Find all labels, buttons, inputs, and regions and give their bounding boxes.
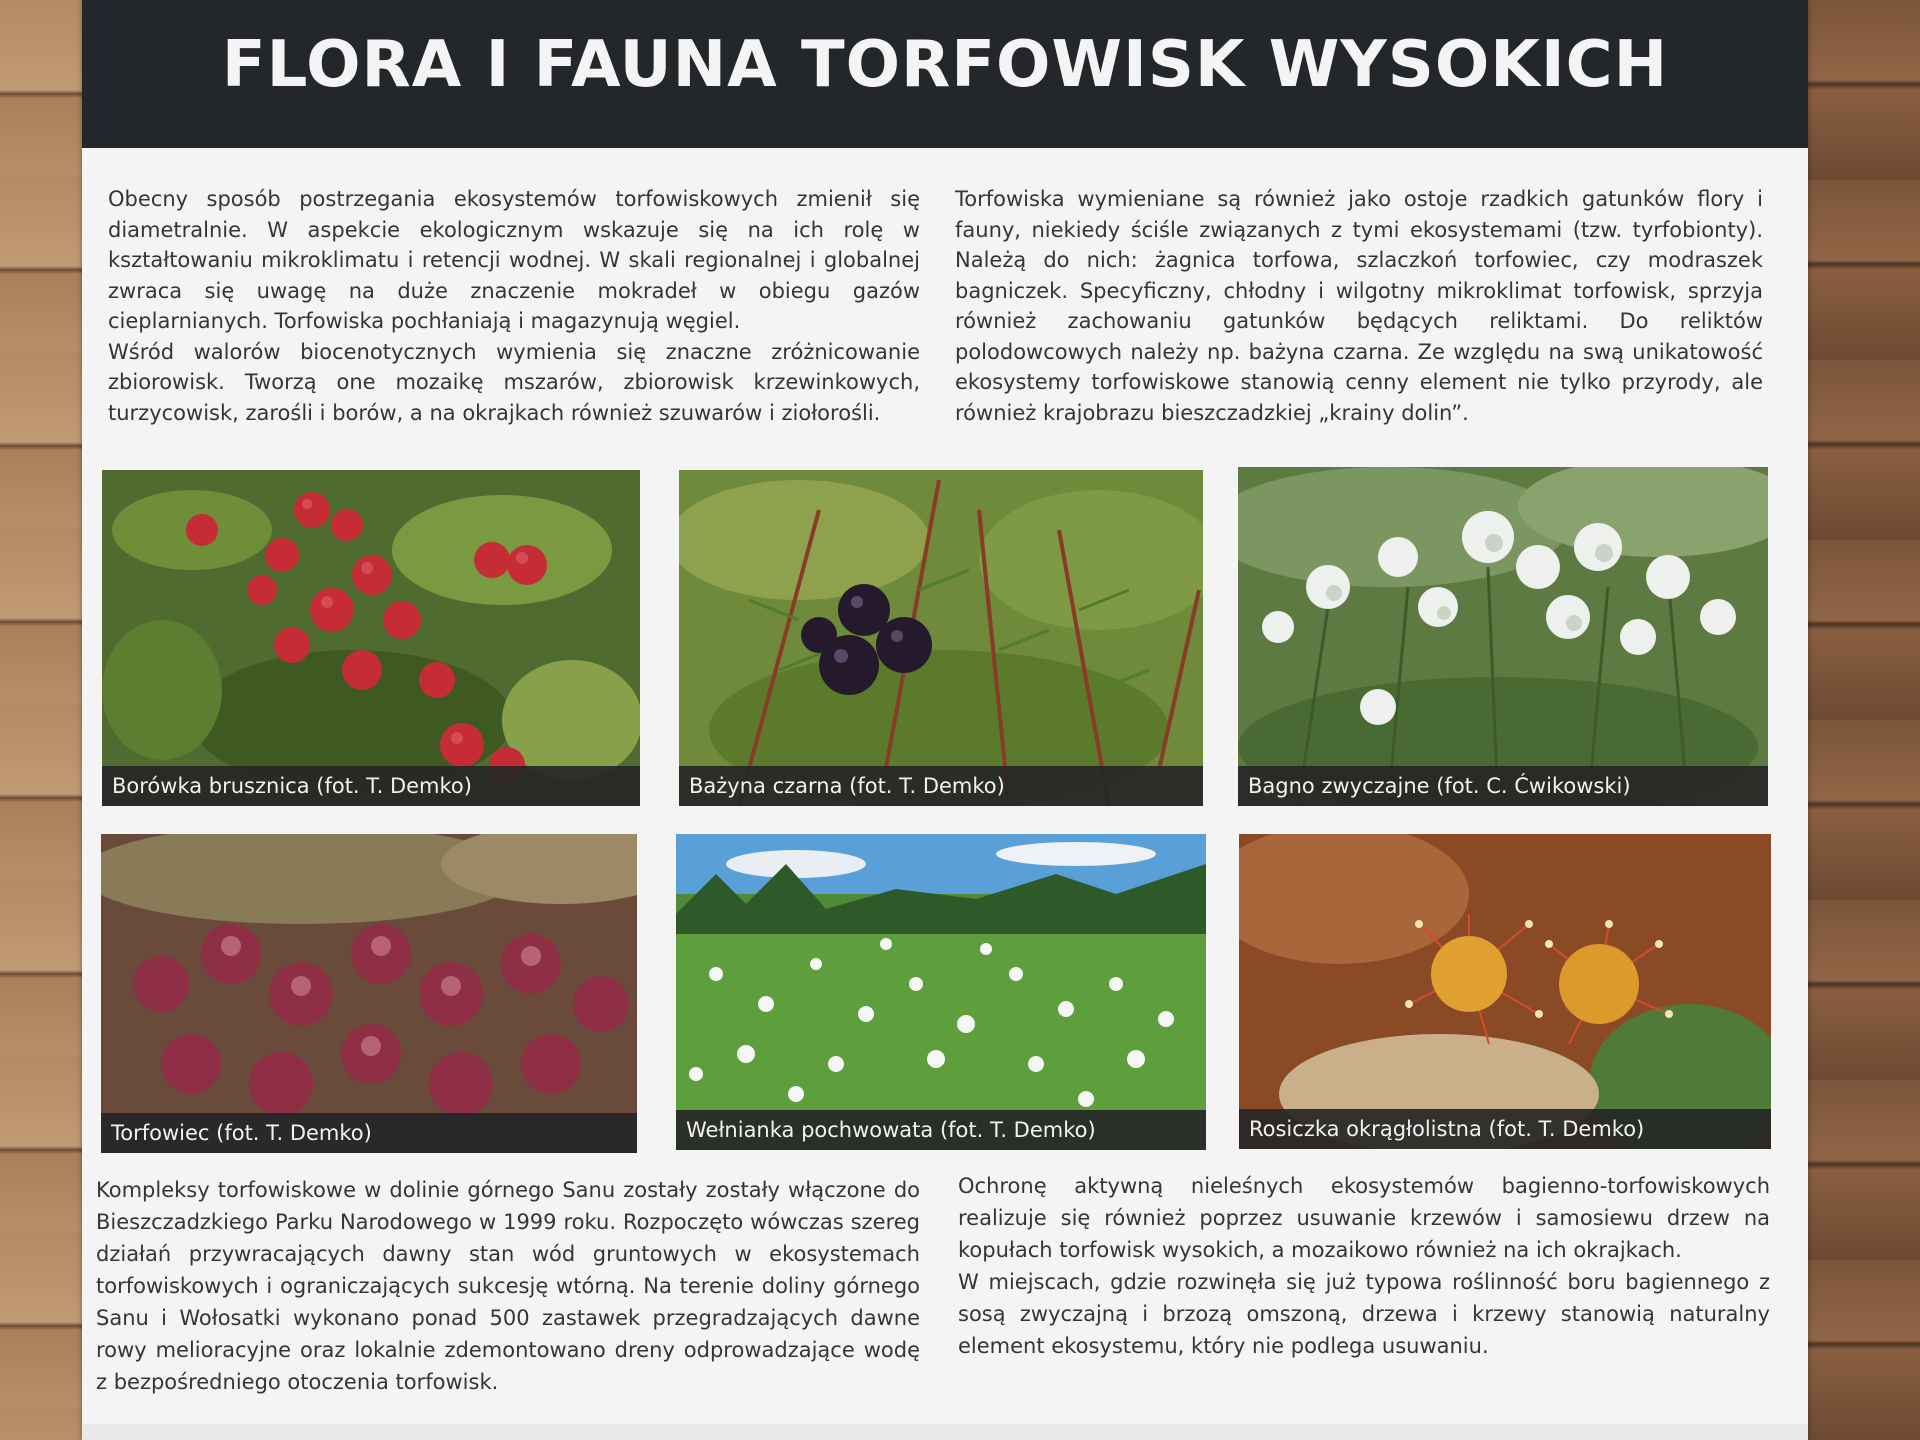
sundew-image: [1239, 834, 1771, 1149]
paragraph: W miejscach, gdzie rozwinęła się już typowa roślinność boru bagiennego z sosą zwyczajną i brzozą omszoną, drzewa i krzewy stanowią naturalny element ekosystemu, który nie podlega usuwaniu.: [958, 1270, 1770, 1358]
photo-caption: Bażyna czarna (fot. T. Demko): [679, 766, 1203, 806]
photo-caption: Borówka brusznica (fot. T. Demko): [102, 766, 640, 806]
wooden-frame-right: [1790, 0, 1920, 1440]
photo-sundew: [1239, 834, 1771, 1149]
photo-labrador-tea: [1238, 467, 1768, 806]
paragraph: Wśród walorów biocenotycznych wymienia się znaczne zróżnicowanie zbiorowisk. Tworzą one mozaikę mszarów, zbiorowisk krzewinkowych, turzycowisk, zarośli i borów, a na okrajkach również szuwarów i ziołorośli.: [108, 339, 920, 425]
paragraph: Torfowiska wymieniane są również jako ostoje rzadkich gatunków flory i fauny, niekiedy ściśle związanych z tymi ekosystemami (tzw. tyrfobionty). Należą do nich: żagnica torfowa, szlaczkoń torfowiec, czy modraszek bagniczek. Specyficzny, chłodny i wilgotny mikroklimat torfowisk, sprzyja również zachowaniu gatunków będących reliktami. Do reliktów polodowcowych należy np. bażyna czarna. Ze względu na swą unikatowość ekosystemy torfowiskowe stanowią cenny element nie tylko przyrody, ale również krajobrazu bieszczadzkiej „krainy dolin”.: [955, 187, 1763, 425]
outro-left-text: [96, 1174, 920, 1398]
photo-cottongrass: [676, 834, 1206, 1150]
paragraph: Ochronę aktywną nieleśnych ekosystemów bagienno-torfowiskowych realizuje się również poprzez usuwanie krzewów i samosiewu drzew na kopułach torfowisk wysokich, a mozaikowo również na ich okrajkach.: [958, 1174, 1770, 1262]
photo-caption: Wełnianka pochwowata (fot. T. Demko): [676, 1110, 1206, 1150]
outro-right-text: [958, 1170, 1770, 1362]
paragraph: Obecny sposób postrzegania ekosystemów torfowiskowych zmienił się diametralnie. W aspekcie ekologicznym wskazuje się na ich rolę w kształtowaniu mikroklimatu i retencji wodnej. W skali regionalnej i globalnej zwraca się uwagę na duże znaczenie mokradeł w obiegu gazów cieplarnianych. Torfowiska pochłaniają i magazynują węgiel.: [108, 187, 920, 333]
labrador-tea-image: [1238, 467, 1768, 806]
title-band: [82, 0, 1808, 148]
lingonberry-image: [102, 470, 640, 806]
intro-left-text: [108, 184, 920, 428]
info-board: [82, 0, 1808, 1440]
photo-caption: Rosiczka okrągłolistna (fot. T. Demko): [1239, 1109, 1771, 1149]
intro-right-text: [955, 184, 1763, 428]
sphagnum-image: [101, 834, 637, 1153]
photo-lingonberry: [102, 470, 640, 806]
board-bottom-edge: [82, 1424, 1808, 1440]
paragraph: Kompleksy torfowiskowe w dolinie górnego Sanu zostały zostały włączone do Bieszczadzkiego Parku Narodowego w 1999 roku. Rozpoczęto wówczas szereg działań przywracających dawny stan wód gruntowych w ekosystemach torfowiskowych i ograniczających sukcesję wtórną. Na terenie doliny górnego Sanu i Wołosatki wykonano ponad 500 zastawek przegradzających dawne rowy melioracyjne oraz lokalnie zdemontowano dreny odprowadzające wodę z bezpośredniego otoczenia torfowisk.: [96, 1178, 920, 1394]
photo-caption: Bagno zwyczajne (fot. C. Ćwikowski): [1238, 766, 1768, 806]
wooden-frame-left: [0, 0, 82, 1440]
photo-crowberry: [679, 470, 1203, 806]
board-title: FLORA I FAUNA TORFOWISK WYSOKICH: [221, 28, 1669, 102]
photo-sphagnum: [101, 834, 637, 1153]
cottongrass-image: [676, 834, 1206, 1150]
crowberry-image: [679, 470, 1203, 806]
photo-caption: Torfowiec (fot. T. Demko): [101, 1113, 637, 1153]
